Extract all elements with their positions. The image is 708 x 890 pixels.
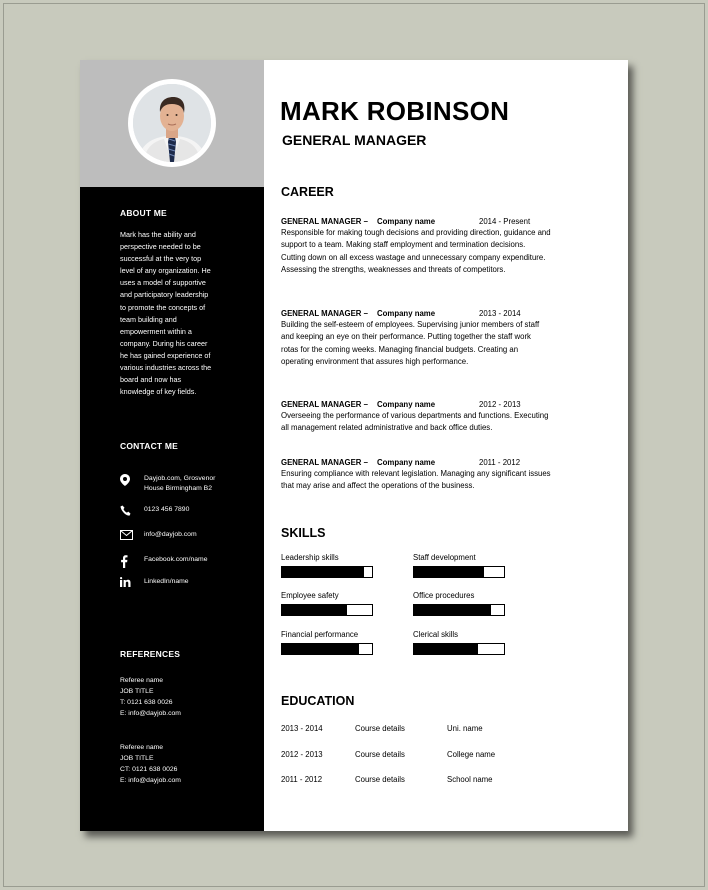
- job-entry: [281, 458, 591, 493]
- skill-label: Financial performance: [281, 630, 359, 639]
- portrait-image: [133, 84, 211, 162]
- job-company: Company name: [377, 458, 436, 467]
- about-line: board and now has: [120, 375, 182, 385]
- job-description-line: and keeping an eye on their performance. Putting together the staff work: [281, 332, 531, 342]
- job-description-line: Assessing the strengths, weaknesses and threats of competitors.: [281, 265, 506, 275]
- contact-text: [144, 505, 189, 515]
- sidebar: [80, 60, 264, 831]
- job-company: Company name: [377, 309, 436, 318]
- contact-line: 0123 456 7890: [144, 506, 190, 513]
- job-description-line: Ensuring compliance with relevant legislation. Managing any significant issues: [281, 469, 551, 478]
- references-heading-wrap: [120, 649, 240, 659]
- email-icon: [120, 530, 144, 540]
- about-line: level of any organization. He: [120, 266, 211, 276]
- skill-label: Clerical skills: [413, 630, 459, 639]
- contact-item: [120, 505, 250, 517]
- skill-item: [413, 630, 509, 655]
- photo-band: [80, 60, 264, 187]
- education-school: College name: [447, 750, 496, 759]
- contact-line: LinkedIn/name: [144, 578, 189, 585]
- job-entry: [281, 400, 591, 435]
- job-role: GENERAL MANAGER –: [281, 400, 368, 409]
- profile-photo: [128, 79, 216, 167]
- job-entry: [281, 309, 591, 369]
- job-dates: 2014 - Present: [479, 217, 531, 226]
- job-dates: 2011 - 2012: [479, 458, 521, 467]
- skill-bar: [281, 566, 373, 578]
- contact-text: [144, 577, 189, 587]
- skill-bar-fill: [414, 567, 484, 577]
- job-role: GENERAL MANAGER –: [281, 217, 368, 226]
- references-heading: REFERENCES: [120, 649, 181, 659]
- referee-email: E: info@dayjob.com: [120, 777, 181, 784]
- job-dates: 2013 - 2014: [479, 309, 521, 318]
- about-line: empowerment within a: [120, 326, 192, 336]
- job-description-line: all management related administrative and back office duties.: [281, 423, 493, 433]
- about-me-text: [120, 229, 240, 398]
- about-me-heading: ABOUT ME: [120, 208, 167, 218]
- job-entry: [281, 217, 591, 277]
- job-header: [281, 400, 591, 409]
- skill-bar: [281, 604, 373, 616]
- career-heading: CAREER: [281, 185, 334, 199]
- education-years: 2013 - 2014: [281, 724, 323, 733]
- contact-item: [120, 530, 250, 540]
- about-line: perspective needed to be: [120, 242, 201, 252]
- referee-job-title: JOB TITLE: [120, 688, 154, 695]
- education-course: Course details: [355, 724, 405, 733]
- about-line: uses a model of supportive: [120, 278, 206, 288]
- contact-item: [120, 474, 250, 494]
- avatar: [133, 84, 211, 162]
- about-line: successful at the very top: [120, 254, 202, 264]
- referee-name: Referee name: [120, 744, 164, 751]
- reference-1: [120, 675, 181, 719]
- skill-label: Office procedures: [413, 591, 475, 600]
- contact-line: House Birmingham B2: [144, 485, 212, 492]
- contact-text: [144, 530, 197, 540]
- skill-item: [281, 553, 377, 578]
- education-years: 2011 - 2012: [281, 775, 323, 784]
- candidate-name: MARK ROBINSON: [280, 96, 510, 126]
- skill-bar-fill: [414, 605, 491, 615]
- job-role: GENERAL MANAGER –: [281, 458, 368, 467]
- skill-label: Staff development: [413, 553, 476, 562]
- job-description: [281, 410, 591, 435]
- job-header: [281, 458, 591, 467]
- skill-bar-fill: [282, 644, 359, 654]
- main-content: [264, 60, 628, 831]
- about-line: and participatory leadership: [120, 290, 209, 300]
- skill-label: Employee safety: [281, 591, 339, 600]
- skill-bar-fill: [414, 644, 478, 654]
- job-role: GENERAL MANAGER –: [281, 309, 368, 318]
- education-years: 2012 - 2013: [281, 750, 323, 759]
- job-header: [281, 217, 591, 226]
- job-description-line: Overseeing the performance of various departments and functions. Executing: [281, 411, 549, 420]
- referee-phone: CT: 0121 638 0026: [120, 766, 178, 773]
- contact-item: [120, 555, 250, 568]
- candidate-title: GENERAL MANAGER: [282, 132, 427, 148]
- contact-text: [144, 555, 207, 565]
- reference-2: [120, 742, 181, 786]
- skill-bar: [413, 643, 505, 655]
- about-line: various industries across the: [120, 363, 212, 373]
- referee-email: E: info@dayjob.com: [120, 710, 181, 717]
- about-line: team building and: [120, 314, 177, 324]
- skill-item: [281, 591, 377, 616]
- job-header: [281, 309, 591, 318]
- referee-phone: T: 0121 638 0026: [120, 699, 173, 706]
- contact-heading-wrap: [120, 441, 240, 451]
- skill-item: [413, 591, 509, 616]
- education-school: Uni. name: [447, 724, 483, 733]
- skill-bar-fill: [282, 605, 347, 615]
- skill-label: Leadership skills: [281, 553, 339, 562]
- contact-text: [144, 474, 215, 494]
- education-row: [281, 750, 495, 759]
- facebook-icon: [120, 555, 144, 568]
- job-description-line: operating environment that assures high performance.: [281, 357, 469, 367]
- contact-item: [120, 577, 250, 587]
- contact-line: Facebook.com/name: [144, 556, 208, 563]
- education-row: [281, 775, 493, 784]
- about-line: company. During his career: [120, 338, 208, 348]
- skill-bar: [281, 643, 373, 655]
- referee-name: Referee name: [120, 677, 164, 684]
- education-school: School name: [447, 775, 493, 784]
- job-description-line: rotas for the coming weeks. Managing financial budgets. Creating an: [281, 344, 519, 354]
- skill-item: [281, 630, 377, 655]
- about-line: knowledge of key fields.: [120, 387, 197, 397]
- job-company: Company name: [377, 217, 436, 226]
- skills-heading: SKILLS: [281, 526, 326, 540]
- job-description-line: Cutting down on all excess wastage and unnecessary company expenditure.: [281, 252, 546, 262]
- skill-item: [413, 553, 509, 578]
- contact-line: Dayjob.com, Grosvenor: [144, 475, 216, 482]
- phone-icon: [120, 505, 144, 517]
- education-course: Course details: [355, 750, 405, 759]
- contact-line: info@dayjob.com: [144, 531, 197, 538]
- about-me-section: [120, 208, 240, 398]
- skill-bar: [413, 604, 505, 616]
- job-description-line: Responsible for making tough decisions and providing direction, guidance and: [281, 228, 551, 237]
- job-description-line: support to a team. Making staff employment and termination decisions.: [281, 240, 526, 250]
- education-heading: EDUCATION: [281, 694, 355, 708]
- skill-bar-fill: [282, 567, 364, 577]
- location-pin-icon: [120, 474, 144, 486]
- job-description: [281, 319, 591, 369]
- resume-document: [80, 60, 628, 831]
- job-description-line: that may arise and affect the operations of the business.: [281, 481, 475, 491]
- education-course: Course details: [355, 775, 405, 784]
- about-line: Mark has the ability and: [120, 230, 196, 239]
- contact-heading: CONTACT ME: [120, 441, 179, 451]
- referee-job-title: JOB TITLE: [120, 755, 154, 762]
- job-dates: 2012 - 2013: [479, 400, 521, 409]
- education-row: [281, 724, 483, 733]
- skill-bar: [413, 566, 505, 578]
- about-line: he has gained experience of: [120, 350, 211, 360]
- job-company: Company name: [377, 400, 436, 409]
- job-description: [281, 468, 591, 493]
- about-line: to promote the concepts of: [120, 302, 206, 312]
- linkedin-icon: [120, 577, 144, 587]
- job-description-line: Building the self-esteem of employees. Supervising junior members of staff: [281, 320, 540, 329]
- job-description: [281, 227, 591, 277]
